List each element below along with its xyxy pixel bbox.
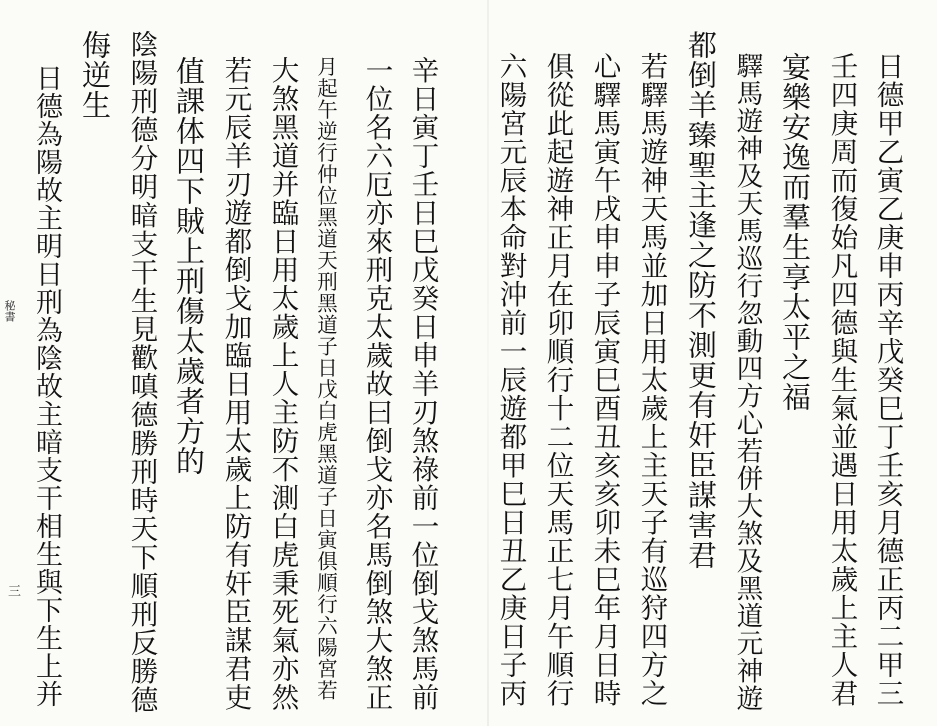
left-col-7: 陰陽刑德分明暗支干生見歡嗔德勝刑時天下順刑反勝德 xyxy=(125,30,158,714)
left-col-6: 值課体四下賊上刑傷太歲者方的 xyxy=(172,56,206,476)
left-col-4: 大煞黑道并臨日用太歲上人主防不測白虎秉死氣亦然 xyxy=(266,56,299,712)
right-col-9: 六陽宮元辰本命對沖前一辰遊都甲巳日丑乙庚日子丙 xyxy=(494,52,527,708)
right-col-6: 若驛馬遊神天馬並加日用太歲上主天子有巡狩四方之 xyxy=(635,52,668,708)
left-col-9: 日德為陽故主明日刑為陰故主暗支干相生與下生上并 xyxy=(31,64,62,708)
right-col-4: 驛馬遊神及天馬巡行忽動四方心若併大煞及黑道元神遊 xyxy=(731,52,763,712)
left-col-3: 月起午逆行仲位黑道天刑黑道子日戊白虎黑道子日寅俱順行六陽宮若 xyxy=(313,56,338,701)
left-col-1: 辛日寅丁壬日巳戊癸日申羊刃煞祿前一位倒戈煞馬前 xyxy=(406,56,439,712)
right-col-8: 俱從此起遊神正月在卯順行十二位天馬正七月午順行 xyxy=(541,52,574,708)
right-col-1: 日德甲乙寅乙庚申丙辛戊癸巳丁壬亥月德正丙二甲三 xyxy=(871,52,904,708)
left-col-2: 一位名六厄亦來刑克太歲故曰倒戈亦名馬倒煞大煞正 xyxy=(360,56,393,712)
page-gutter xyxy=(487,0,489,726)
right-col-5: 都倒羊臻聖主逢之防不測更有奸臣謀害君 xyxy=(684,30,718,570)
right-col-2: 壬四庚周而復始凡四德與生氣並遇日用太歲上主人君 xyxy=(825,52,858,708)
left-col-5: 若元辰羊刃遊都倒戈加臨日用太歲上防有奸臣謀君吏 xyxy=(219,56,252,712)
margin-side-label: 秘書 xyxy=(3,300,16,322)
right-col-7: 心驛馬寅午戌申申子辰寅巳酉丑亥亥卯未巳年月日時 xyxy=(588,52,621,708)
left-col-8: 侮逆生 xyxy=(78,30,112,120)
right-col-3: 宴樂安逸而羣生享太平之福 xyxy=(778,52,812,412)
page-number: 三 xyxy=(5,584,20,597)
